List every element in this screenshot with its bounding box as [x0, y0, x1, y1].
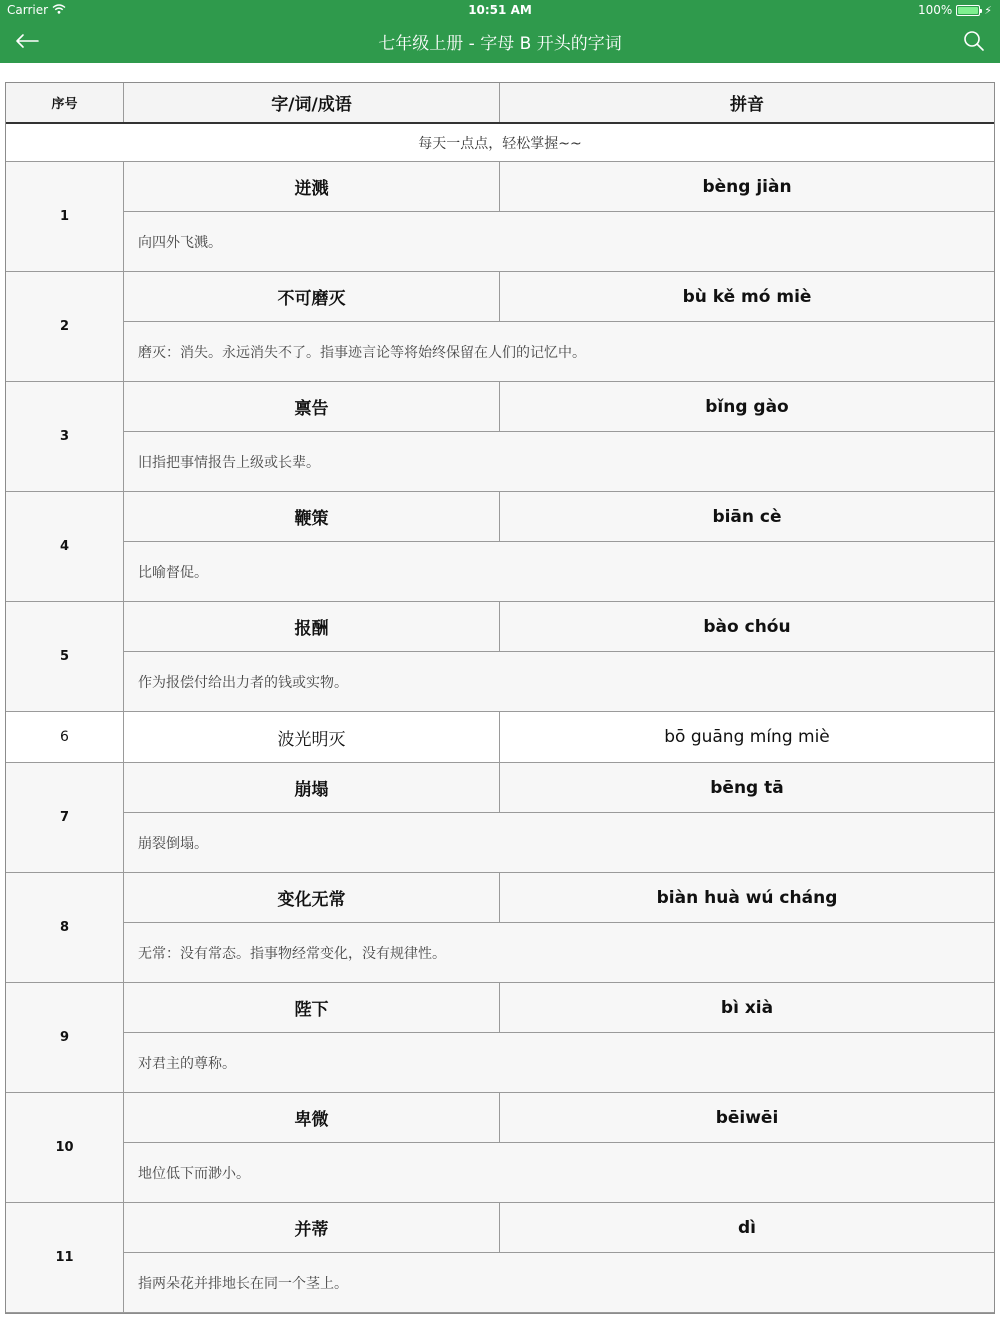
row-index: 1	[6, 162, 124, 271]
table-row[interactable]	[6, 873, 994, 983]
row-pinyin: biān cè	[712, 506, 782, 527]
row-word: 报酬	[124, 602, 500, 651]
row-word: 迸溅	[124, 162, 500, 211]
table-row[interactable]	[6, 382, 994, 492]
row-pinyin: bào chóu	[703, 616, 791, 637]
word-table	[5, 82, 995, 1314]
row-word: 卑微	[124, 1093, 500, 1142]
status-bar	[0, 0, 1000, 20]
row-pinyin: bù kě mó miè	[682, 286, 812, 307]
row-definition: 无常：没有常态。指事物经常变化，没有规律性。	[138, 945, 446, 962]
row-word: 崩塌	[124, 763, 500, 812]
tagline: 每天一点点，轻松掌握~~	[6, 124, 994, 162]
row-definition: 磨灭：消失。永远消失不了。指事迹言论等将始终保留在人们的记忆中。	[138, 344, 586, 361]
row-index: 6	[6, 712, 124, 762]
charging-icon: ⚡	[984, 3, 992, 17]
table-row[interactable]	[6, 1203, 994, 1313]
row-definition: 比喻督促。	[138, 564, 208, 581]
row-definition: 作为报偿付给出力者的钱或实物。	[138, 674, 348, 691]
row-index: 4	[6, 492, 124, 601]
row-index: 11	[6, 1203, 124, 1312]
table-row[interactable]	[6, 1093, 994, 1203]
row-definition: 地位低下而渺小。	[138, 1165, 250, 1182]
row-word: 禀告	[124, 382, 500, 431]
row-word: 陛下	[124, 983, 500, 1032]
row-word: 不可磨灭	[124, 272, 500, 321]
header-index: 序号	[6, 83, 124, 122]
row-pinyin: bō guāng míng miè	[664, 727, 830, 747]
status-time: 10:51 AM	[468, 3, 532, 17]
row-definition: 指两朵花并排地长在同一个茎上。	[138, 1275, 348, 1292]
nav-bar	[0, 20, 1000, 63]
search-icon	[963, 30, 985, 52]
table-row[interactable]	[6, 983, 994, 1093]
table-row[interactable]	[6, 492, 994, 602]
row-pinyin: bǐng gào	[705, 396, 789, 417]
row-index: 3	[6, 382, 124, 491]
battery-icon	[956, 5, 980, 16]
row-definition: 对君主的尊称。	[138, 1055, 236, 1072]
row-pinyin: biàn huà wú cháng	[656, 887, 838, 908]
table-row[interactable]	[6, 763, 994, 873]
table-header	[6, 83, 994, 124]
row-word: 变化无常	[124, 873, 500, 922]
carrier-label: Carrier	[7, 3, 49, 17]
row-pinyin: dì	[738, 1217, 756, 1238]
page-title: 七年级上册 - 字母 B 开头的字词	[378, 34, 622, 54]
header-pinyin: 拼音	[730, 95, 764, 115]
row-pinyin: bì xià	[720, 997, 774, 1018]
row-word: 并蒂	[124, 1203, 500, 1252]
row-index: 9	[6, 983, 124, 1092]
row-index: 5	[6, 602, 124, 711]
row-definition: 旧指把事情报告上级或长辈。	[138, 454, 320, 471]
table-row[interactable]	[6, 272, 994, 382]
row-index: 10	[6, 1093, 124, 1202]
row-word: 波光明灭	[124, 712, 500, 762]
search-button[interactable]	[960, 27, 988, 55]
table-row[interactable]	[6, 602, 994, 712]
row-pinyin: bēiwēi	[715, 1107, 779, 1128]
row-word: 鞭策	[124, 492, 500, 541]
row-index: 8	[6, 873, 124, 982]
row-index: 2	[6, 272, 124, 381]
row-definition: 崩裂倒塌。	[138, 835, 208, 852]
table-row[interactable]	[6, 162, 994, 272]
row-pinyin: bēng tā	[710, 777, 784, 798]
battery-percent: 100%	[917, 3, 953, 17]
row-index: 7	[6, 763, 124, 872]
row-definition: 向四外飞溅。	[138, 234, 222, 251]
row-pinyin: bèng jiàn	[702, 176, 792, 197]
header-word: 字/词/成语	[124, 83, 500, 122]
top-bar	[0, 0, 1000, 63]
table-row[interactable]	[6, 712, 994, 763]
battery-group	[918, 3, 992, 17]
